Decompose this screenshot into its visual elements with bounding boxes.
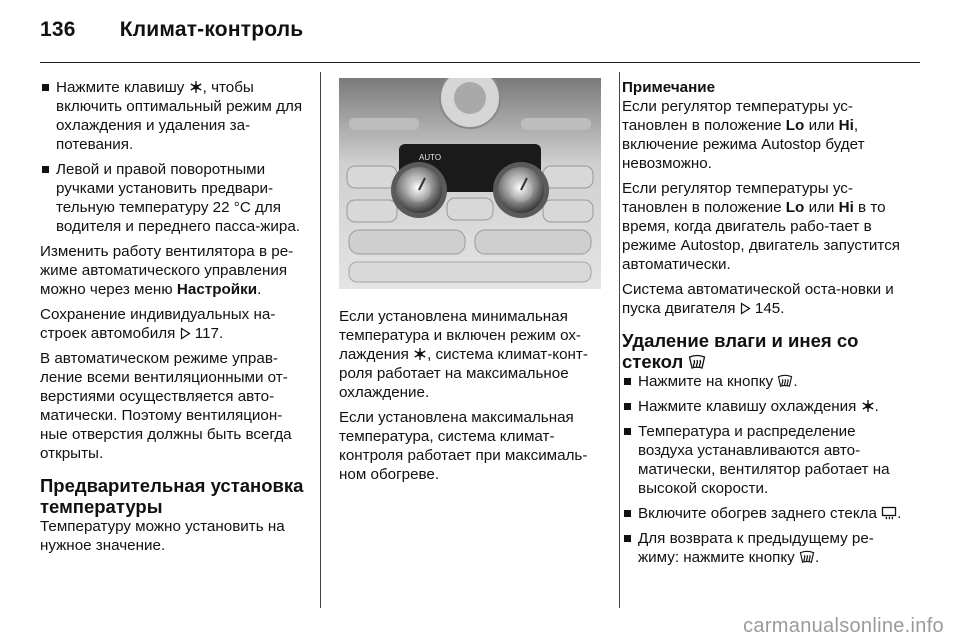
watermark: carmanualsonline.info: [743, 615, 944, 637]
list-item: Нажмите клавишу охлаждения .: [622, 397, 912, 416]
column-1: [40, 78, 307, 561]
note-paragraph: Если регулятор температуры ус-тановлен в положение Lo или Hi, включение режима Autostop будет невозможно.: [622, 98, 865, 172]
column-divider: [320, 72, 321, 608]
rear-window-heat-icon: [881, 506, 897, 520]
note-paragraph: Если регулятор температуры ус-тановлен в положение Lo или Hi в то время, когда двигатель рабо-тает в режиме Autostop, двигатель запустится автоматически.: [622, 180, 901, 273]
page-title: Климат-контроль: [119, 18, 304, 41]
paragraph: Если установлена максимальная температура, система климат-контроля работает при максималь-ном обогреве.: [339, 409, 588, 483]
paragraph: Сохранение индивидуальных на-строек автомобиля 117.: [40, 306, 276, 342]
lo-label: Lo: [785, 199, 805, 216]
column-divider: [619, 72, 620, 608]
list-item: Нажмите на кнопку .: [622, 372, 912, 391]
hi-label: Hi: [838, 117, 854, 134]
snowflake-icon: [189, 80, 203, 94]
paragraph: Если установлена минимальная температура и включен режим ох-лаждения , система климат-конт-роля работает на максимальное охлаждение.: [339, 308, 588, 401]
list-item: Температура и распределение воздуха устанавливаются авто-матически, вентилятор работает на высокой скорости.: [622, 422, 912, 498]
page-number: 136: [40, 18, 76, 41]
snowflake-icon: [413, 347, 427, 361]
windshield-defrost-icon: [777, 374, 793, 388]
list-item: Левой и правой поворотными ручками установить предвари-тельную температуру 22 °C для водителя и переднего пасса-жира.: [40, 160, 307, 236]
header-rule: [40, 62, 920, 63]
page-header: [40, 18, 303, 42]
paragraph: Температуру можно установить на нужное значение.: [40, 518, 285, 554]
section-heading: Удаление влаги и инея со стекол: [622, 330, 859, 372]
list-item: Включите обогрев заднего стекла .: [622, 504, 912, 523]
hi-label: Hi: [838, 199, 854, 216]
paragraph: Изменить работу вентилятора в ре-жиме автоматического управления можно через меню Настройки.: [40, 243, 294, 298]
section-heading: Предварительная установка температуры: [40, 475, 304, 517]
column-2: [339, 78, 601, 490]
snowflake-icon: [861, 399, 875, 413]
page-arrow-icon: [740, 302, 751, 315]
column-3: [622, 78, 912, 573]
paragraph: В автоматическом режиме управ-ление всеми вентиляционными от-верстиями осуществляется авто-матически. Поэтому вентиляцион-ные отверстия должны быть всегда открыты.: [40, 350, 292, 462]
auto-button-label: AUTO: [419, 153, 442, 162]
note-paragraph: Система автоматической оста-новки и пуска двигателя 145.: [622, 281, 894, 317]
windshield-defrost-icon: [799, 550, 815, 564]
climate-panel-illustration: [339, 78, 601, 289]
windshield-defrost-icon: [688, 354, 706, 370]
page-arrow-icon: [180, 327, 191, 340]
settings-menu-ref: Настройки: [176, 281, 258, 298]
list-item: Нажмите клавишу , чтобы включить оптимальный режим для охлаждения и удаления за-потевания.: [40, 78, 307, 154]
note-title: Примечание: [622, 79, 716, 96]
list-item: Для возврата к предыдущему ре-жиму: нажмите кнопку .: [622, 529, 912, 567]
climate-panel-photo: [339, 78, 601, 289]
lo-label: Lo: [785, 117, 805, 134]
